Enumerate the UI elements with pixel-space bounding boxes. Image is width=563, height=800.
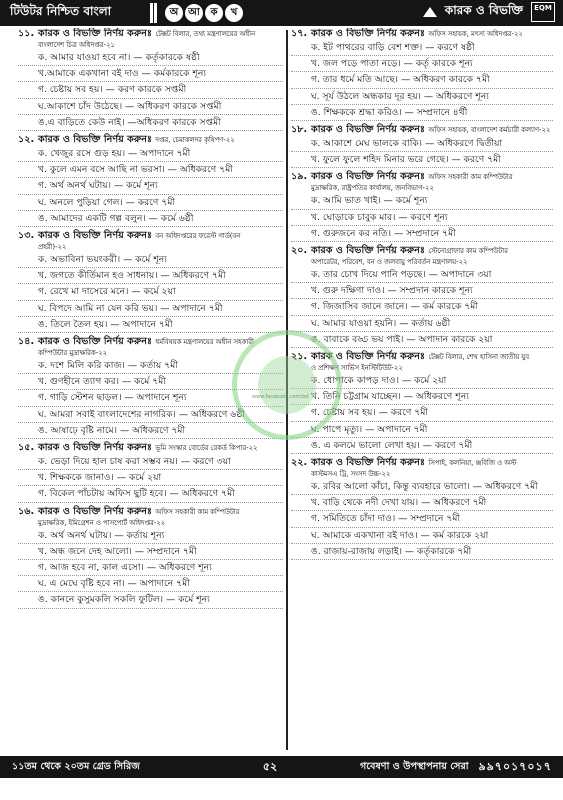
- question-title: [311, 245, 553, 257]
- answer-line: খ. গুণহীনে ত্যাগ কর। — কর্মে ৭মী: [18, 374, 283, 390]
- answer-line: ঙ. কাননে কুসুমকলি সকলি ফুটিল। — কর্মে শূন্য: [18, 592, 283, 608]
- answer-line: গ. গাড়ি স্টেশন ছাড়ল। — অপাদানে শূন্য: [18, 390, 283, 406]
- answer-line: ঙ. আষাঢ়ে বৃষ্টি নামে। — অধিকরণে ৭মী: [18, 423, 283, 439]
- question-block: [18, 28, 283, 131]
- question-title-text: কারক ও বিভক্তি নির্ণয় করুনঃ: [38, 230, 153, 242]
- tagline: গবেষণা ও উপস্থাপনায় সেরা: [360, 760, 469, 772]
- question-title: [38, 28, 283, 40]
- answer-line: ঘ. এ মেঘে বৃষ্টি হবে না। — অপাদানে ৭মী: [18, 576, 283, 592]
- question-title: [38, 230, 283, 242]
- answer-line: ক. রবির আলো কাঁচা, কিন্তু ব্যবহারে ভালো। — অধিকরণে ৭মী: [291, 479, 553, 495]
- answer-line: খ. ঘোড়াকে চাবুক মার। — করণে শূন্য: [291, 210, 553, 226]
- answer-line: ক. আমি ভাত খাই। — কর্মে শূন্য: [291, 193, 553, 209]
- answer-line: ঙ.এ বাড়িতে কেউ নাই। —অধিকরণ কারকে সপ্তমী: [18, 115, 283, 131]
- answer-line: খ. অন্ধ জনে দেহ আলো। — সম্প্রদানে ৭মী: [18, 544, 283, 560]
- question-block: [18, 230, 283, 333]
- exam-source-continued: মুদ্রাক্ষরিক, রাষ্ট্রপতির কার্যালয়, জনবিভাগ-২২: [311, 184, 434, 193]
- question-title-text: কারক ও বিভক্তি নির্ণয় করুনঃ: [38, 336, 153, 348]
- answer-line: গ. তার ধর্মে মতি আছে। — অধিকরণ কারকে ৭মী: [291, 72, 553, 88]
- question-number: ১৯.: [291, 171, 308, 183]
- question-title: [38, 442, 283, 454]
- question-heading: [291, 457, 553, 469]
- exam-source: ধর্মবিষয়ক মন্ত্রণালয়ের অধীন সহকারী: [155, 338, 254, 347]
- question-block: [291, 171, 553, 242]
- question-number: ১৩.: [18, 230, 35, 242]
- question-block: [291, 28, 553, 121]
- circle-letter: অ: [165, 4, 183, 22]
- publisher-logo: EQM: [531, 2, 555, 22]
- page-footer: [0, 756, 563, 778]
- question-title-text: কারক ও বিভক্তি নির্ণয় করুনঃ: [38, 442, 153, 454]
- answer-line: গ. সমিতিতে চাঁদা দাও। — সম্প্রদানে ৭মী: [291, 511, 553, 527]
- answer-line: ক. আকাশে মেঘ ভালকে বাকি। — অধিকরণে দ্বিতীয়া: [291, 136, 553, 152]
- question-heading: [18, 336, 283, 348]
- question-block: [18, 134, 283, 227]
- question-heading: [18, 442, 283, 454]
- question-title: [311, 124, 553, 136]
- exam-source: টেক্সট বিলার, শেখ হাসিনা জাতীয় যুব: [428, 353, 530, 362]
- question-heading: [18, 506, 283, 518]
- question-number: ২০.: [291, 245, 308, 257]
- question-block: [18, 506, 283, 609]
- exam-source: টেক্সট বিলার, তথ্য মন্ত্রণালয়ের অধীন: [155, 30, 256, 38]
- answer-line: ঘ. আমার যাওয়া হয়নি। — কর্তায় ৬ষ্ঠী: [291, 316, 553, 332]
- answer-line: ঙ. আমাদের একটি গল্প বলুন। — কর্মে ৬ষ্ঠী: [18, 211, 283, 227]
- question-title: [311, 457, 553, 469]
- mountain-icon: [423, 7, 437, 17]
- answer-line: খ. শিক্ষককে জানাও। — কর্মে ২য়া: [18, 470, 283, 486]
- answer-line: গ. অর্থ অনর্থ ঘটায়। — কর্মে শূন্য: [18, 178, 283, 194]
- answer-line: ঘ. সূর্য উঠলে অন্ধকার দূর হয়। — অধিকরণে শূন্য: [291, 89, 553, 105]
- answer-line: ঘ. অনলে পুড়িয়া গেল। — করণে ৭মী: [18, 195, 283, 211]
- circle-letter: আ: [185, 4, 203, 22]
- exam-source-continued: ও প্রশিক্ষণ সার্ভিস ইনস্টিটিউট-২২: [311, 364, 403, 373]
- question-title: [311, 351, 553, 363]
- answer-line: ক. দশে মিলি করি কাজ। — কর্তায় ৭মী: [18, 358, 283, 374]
- question-title-text: কারক ও বিভক্তি নির্ণয় করুনঃ: [311, 351, 426, 363]
- header-right: [423, 2, 555, 22]
- answer-line: গ. রেখে মা দাসেরে মনে। — কর্মে ২য়া: [18, 284, 283, 300]
- answer-line: খ. জল পড়ে পাতা নড়ে। — কর্তৃ কারকে শূন্য: [291, 56, 553, 72]
- exam-source-continued: বাংলাদেশ চিত্র অধিদপ্তর-২১: [38, 41, 115, 49]
- question-heading: [291, 28, 553, 40]
- footer-code: ৯৯৭০১৭০১৭: [478, 759, 552, 773]
- exam-source: অফিস সহায়ক, মৎস্য অধিদপ্তর-২২: [428, 30, 523, 38]
- question-title-text: কারক ও বিভক্তি নির্ণয় করুনঃ: [311, 124, 426, 136]
- question-number: ১৭.: [291, 28, 308, 39]
- chapter-title: কারক ও বিভক্তি: [444, 3, 523, 17]
- answer-line: ঙ. শিক্ষককে শ্রদ্ধা করিও। — সম্প্রদানে ৪র্থী: [291, 105, 553, 121]
- question-title: [311, 28, 553, 40]
- answer-line: খ. বাড়ি থেকে নদী দেখা যায়। — অধিকরণে ৭মী: [291, 495, 553, 511]
- question-number: ১২.: [18, 134, 35, 146]
- exam-source: সিপাই, কলনিয়া, ঞ্জবিজি ও অস্ট: [428, 459, 517, 468]
- answer-line: ঘ. আমাকে একখানা বই দাও। — কর্ম কারকে ২য়া: [291, 528, 553, 544]
- question-title-text: কারক ও বিভক্তি নির্ণয় করুনঃ: [311, 245, 426, 257]
- question-block: [18, 442, 283, 503]
- question-block: [291, 245, 553, 348]
- answer-line: খ. তিনি চট্টগ্রাম যাচ্ছেন। — অধিকরণে শূন্য: [291, 389, 553, 405]
- question-block: [291, 457, 553, 560]
- answer-line: ক. ভেড়া দিয়ে হাল চাষ করা সম্ভব নয়। — করণে ৩য়া: [18, 454, 283, 470]
- question-heading: [291, 245, 553, 257]
- question-heading: [18, 230, 283, 242]
- answer-line: খ. জগতে কীর্তিমান হও সাধনায়। — অধিকরণে ৭মী: [18, 268, 283, 284]
- question-title-text: কারক ও বিভক্তি নির্ণয় করুনঃ: [38, 505, 153, 517]
- watermark-emblem: [258, 356, 316, 414]
- question-number: ১৪.: [18, 336, 35, 348]
- answer-line: ঙ. বাবাকে বড্ড ভয় পাই। — অপাদান কারকে ২য়া: [291, 332, 553, 348]
- letter-circles: [165, 4, 243, 22]
- header-divider: [150, 3, 157, 23]
- question-number: ২২.: [291, 457, 308, 469]
- answer-line: ক. তার চোখ দিয়ে পানি পড়ছে। — অপাদানে ৩য়া: [291, 267, 553, 283]
- answer-line: ঙ. তিলে তৈল হয়। — অপাদানে ৭মী: [18, 317, 283, 333]
- question-title-text: কারক ও বিভক্তি নির্ণয় করুনঃ: [38, 134, 153, 146]
- question-heading: [291, 171, 553, 183]
- question-title: [38, 134, 283, 146]
- exam-source-continued: অপারেটর, পরিবেশ, বন ও জলবায়ু পরিবর্তন মন্ত্রণালয়-২২: [311, 258, 468, 267]
- exam-source: স্টেনোগ্রাফার কাম কম্পিউটার: [428, 247, 508, 256]
- question-title-text: কারক ও বিভক্তি নির্ণয় করুনঃ: [311, 171, 426, 183]
- exam-source: বন অধিদপ্তরের ফরেস্ট গার্ড(বন: [155, 232, 241, 241]
- answer-line: ঙ. এ কলমে ভালো লেখা হয়। — করণে ৭মী: [291, 438, 553, 454]
- exam-source-continued: কম্পিউটার মুদ্রাক্ষরিক-২২: [38, 349, 107, 358]
- circle-letter: খ: [225, 4, 243, 22]
- question-number: ১৮.: [291, 124, 308, 136]
- answer-line: খ. কুলে এমন বসে আছি না ভরসা। — অধিকরণে ৭মী: [18, 162, 283, 178]
- answer-line: ঘ. আমরা সবাই বাংলাদেশের নাগরিক। — অধিকরণে ৬ষ্ঠী: [18, 407, 283, 423]
- page-number: ৫২: [262, 759, 278, 773]
- answer-line: ঙ. রাজায়-রাজায় লড়াই। — কর্তৃকারকে ৭মী: [291, 544, 553, 560]
- question-title-text: কারক ও বিভক্তি নির্ণয় করুনঃ: [311, 28, 426, 39]
- question-title: [38, 506, 283, 518]
- question-number: ২১.: [291, 351, 308, 363]
- exam-source: অফিস সহায়ক, বাংলাদেশ কর্মচারী কল্যাণ-২২: [428, 126, 551, 135]
- answer-line: ঘ.আকাশে চাঁদ উঠেছে। — অধিকরণ কারকে সপ্তমী: [18, 99, 283, 115]
- answer-line: খ.আমাকে একখানা বই দাও — কর্মকারকে শূন্য: [18, 66, 283, 82]
- answer-line: ঘ. বিপদে আমি না যেন করি ভয়। — অপাদানে ৭মী: [18, 301, 283, 317]
- page-header: [0, 0, 563, 26]
- answer-line: ক. অর্থ অনর্থ ঘটায়। — কর্তায় শূন্য: [18, 528, 283, 544]
- series-label: ১১তম থেকে ২০তম গ্রেড সিরিজ: [12, 760, 140, 772]
- answer-line: ক. অভাবিনা ভয়ংকরী। — কর্মে শূন্য: [18, 252, 283, 268]
- question-title: [311, 171, 553, 183]
- exam-source-continued: প্রহরী)-২২: [38, 243, 67, 252]
- answer-line: খ. ফুলে ফুলে শহিদ মিনার ভরে গেছে। — করণে ৭মী: [291, 152, 553, 168]
- answer-line: গ. বিকেল পাঁচটায় অফিস ছুটি হবে। — অধিকরণে ৭মী: [18, 486, 283, 502]
- answer-line: গ. চেষ্টায় সব হয়। — করণ কারকে সপ্তমী: [18, 82, 283, 98]
- answer-line: গ. চেষ্টায় সব হয়। — করণে ৭মী: [291, 405, 553, 421]
- question-number: ১৬.: [18, 505, 35, 517]
- question-title-text: কারক ও বিভক্তি নির্ণয় করুনঃ: [311, 457, 426, 469]
- question-heading: [18, 134, 283, 146]
- watermark-url: www.facebook.com/bd: [252, 394, 309, 400]
- exam-source: অফিস সহকারী কাম কম্পিউটার: [155, 507, 240, 516]
- question-number: ১১.: [18, 28, 35, 39]
- answer-line: ক. আমার যাওয়া হবে না। — কর্তৃকারকে ষষ্ঠী: [18, 50, 283, 66]
- question-heading: [291, 124, 553, 136]
- exam-source: ভূমি সংস্কার বোর্ডের রেকর্ড কিপার-২২: [155, 444, 258, 453]
- answer-line: খ. গুরু দক্ষিণা দাও। — সম্প্রদান কারকে শূন্য: [291, 283, 553, 299]
- book-title: টিউটর নিশ্চিত বাংলা: [10, 4, 112, 18]
- question-block: [291, 124, 553, 168]
- answer-line: ক. ধোপাকে কাপড় দাও। — কর্মে ২য়া: [291, 373, 553, 389]
- answer-line: গ. আজ হবে না, কাল এসো। — অধিকরণে শূন্য: [18, 560, 283, 576]
- answer-line: ক. খেজুর রসে গুড় হয়। — অপাদানে ৭মী: [18, 146, 283, 162]
- question-heading: [18, 28, 283, 40]
- answer-line: গ. জিজাসিব জানে জানে। — কর্ম কারকে ৭মী: [291, 299, 553, 315]
- answer-line: ঘ. পাপে মৃত্যু। — অপাদানে ৭মী: [291, 422, 553, 438]
- answer-line: গ. গুরুজনে কর নতি। — সম্প্রদানে ৭মী: [291, 226, 553, 242]
- circle-letter: ক: [205, 4, 223, 22]
- question-title-text: কারক ও বিভক্তি নির্ণয় করুনঃ: [38, 28, 153, 39]
- exam-source-continued: মুদ্রাক্ষরিক, ইমিগ্রেশন ও পাসপোর্ট অধিদপ্তর-২২: [38, 518, 166, 527]
- answer-line: ক. ইট পাথরের বাড়ি বেশ শক্ত। — করণে ষষ্ঠী: [291, 40, 553, 56]
- exam-source-continued: কাস্টমসএ ট্রি, সংসদ উচ্চ-২২: [311, 470, 391, 479]
- exam-source: দপ্তর, চেমাকলদর কৃষিপণ-২২: [155, 136, 235, 145]
- exam-source: অফিস সহকারী কাম কম্পিউটার: [428, 173, 513, 182]
- question-number: ১৫.: [18, 442, 35, 454]
